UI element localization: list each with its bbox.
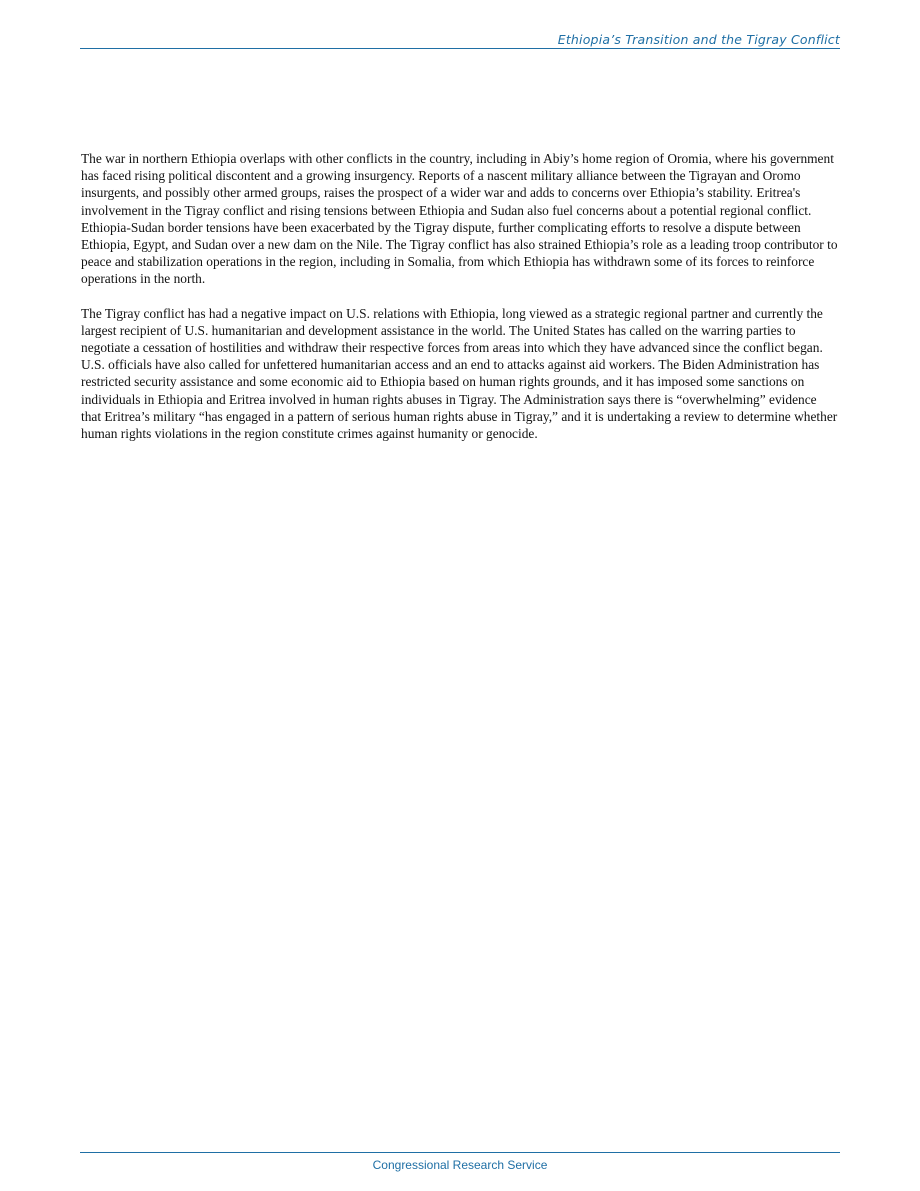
page-footer bbox=[80, 1152, 840, 1174]
document-body bbox=[81, 150, 839, 459]
body-paragraph: The Tigray conflict has had a negative impact on U.S. relations with Ethiopia, long viewed as a strategic regional partner and currently the largest recipient of U.S. humanitarian and development assistance in the world. The United States has called on the warring parties to negotiate a cessation of hostilities and withdraw their respective forces from areas into which they have advanced since the conflict began. U.S. officials have also called for unfettered humanitarian access and an end to attacks against aid workers. The Biden Administration has restricted security assistance and some economic aid to Ethiopia based on human rights grounds, and it has imposed some sanctions on individuals in Ethiopia and Eritrea involved in human rights abuses in Tigray. The Administration says there is “overwhelming” evidence that Eritrea’s military “has engaged in a pattern of serious human rights abuse in Tigray,” and it is undertaking a review to determine whether human rights violations in the region constitute crimes against humanity or genocide. bbox=[81, 305, 838, 442]
body-paragraph: The war in northern Ethiopia overlaps with other conflicts in the country, including in Abiy’s home region of Oromia, where his government has faced rising political discontent and a growing insurgency. Reports of a nascent military alliance between the Tigrayan and Oromo insurgents, and possibly other armed groups, raises the prospect of a wider war and adds to concerns over Ethiopia’s stability. Eritrea's involvement in the Tigray conflict and rising tensions between Ethiopia and Sudan also fuel concerns about a potential regional conflict. Ethiopia-Sudan border tensions have been exacerbated by the Tigray dispute, further complicating efforts to resolve a dispute between Ethiopia, Egypt, and Sudan over a new dam on the Nile. The Tigray conflict has also strained Ethiopia’s role as a leading troop contributor to peace and stabilization operations in the region, including in Somalia, from which Ethiopia has withdrawn some of its forces to reinforce operations in the north. bbox=[81, 151, 838, 287]
footer-organization: Congressional Research Service bbox=[372, 1158, 548, 1172]
running-header bbox=[80, 32, 840, 49]
running-header-title: Ethiopia’s Transition and the Tigray Conflict bbox=[557, 32, 840, 47]
